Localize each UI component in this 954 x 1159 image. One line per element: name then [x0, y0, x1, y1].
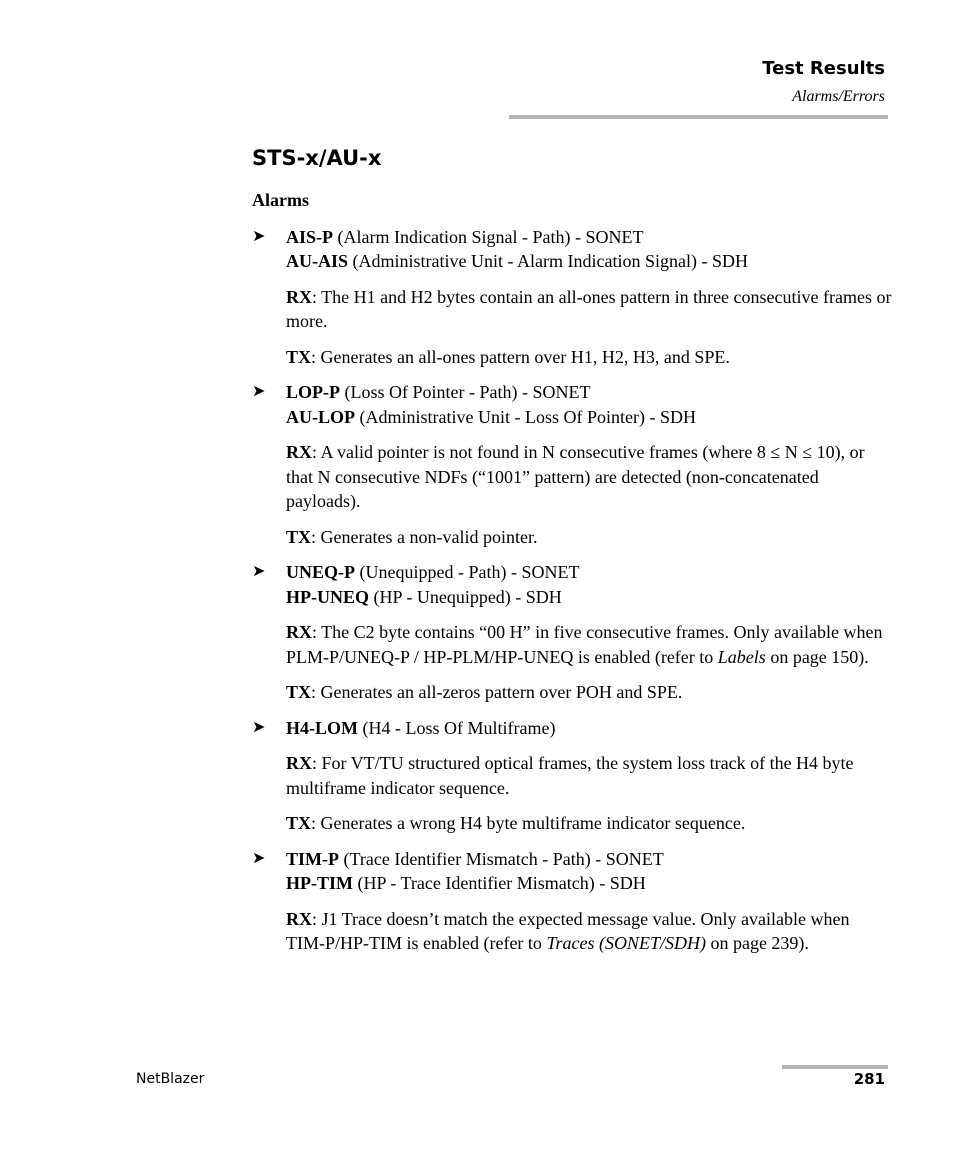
alarm-code: AIS-P	[286, 226, 334, 247]
alarm-item-uneq-p	[252, 560, 892, 705]
tx-label: TX	[286, 346, 312, 367]
arrow-bullet-icon: ➤	[252, 716, 266, 736]
rx-label: RX	[286, 442, 312, 462]
rx-paragraph	[286, 285, 892, 334]
tx-text: : Generates a wrong H4 byte multiframe indicator sequence.	[311, 813, 746, 833]
rx-text-after: on page 150).	[765, 646, 869, 667]
tx-text: : Generates an all-ones pattern over H1, H2, H3, and SPE.	[311, 346, 730, 367]
arrow-bullet-icon: ➤	[252, 847, 266, 867]
alarm-desc: (Administrative Unit - Alarm Indication Signal) - SDH	[348, 251, 748, 271]
alarm-code: AU-LOP	[286, 406, 355, 427]
tx-label: TX	[286, 682, 312, 702]
rx-paragraph	[286, 440, 892, 514]
alarm-desc: (Loss Of Pointer - Path) - SONET	[340, 382, 591, 402]
arrow-bullet-icon: ➤	[252, 561, 266, 580]
cross-reference-link[interactable]: Labels	[717, 646, 766, 667]
header-subtitle: Alarms/Errors	[792, 88, 885, 105]
alarm-item-lop-p	[252, 380, 892, 549]
alarm-names	[286, 380, 892, 429]
rx-text: : A valid pointer is not found in N consecutive frames (where 8 ≤ N ≤ 10), or that N consecutive NDFs (“1001” pattern) are detected (non-concatenated payloads).	[286, 442, 865, 511]
alarm-desc: (Unequipped - Path) - SONET	[355, 562, 580, 582]
tx-label: TX	[286, 526, 312, 547]
tx-paragraph	[286, 680, 892, 705]
alarm-desc: (Trace Identifier Mismatch - Path) - SONET	[339, 848, 664, 869]
alarm-desc: (H4 - Loss Of Multiframe)	[358, 717, 556, 738]
header-rule	[509, 115, 888, 119]
tx-paragraph	[286, 345, 892, 370]
alarm-item-ais-p	[252, 225, 892, 370]
tx-text: : Generates an all-zeros pattern over POH and SPE.	[311, 682, 683, 702]
tx-paragraph	[286, 811, 892, 836]
rx-text: : The C2 byte contains “00 H” in five consecutive frames. Only available when PLM-P/UNEQ-P / HP-PLM/HP-UNEQ is enabled (refer to	[286, 622, 883, 667]
alarm-item-tim-p	[252, 847, 892, 956]
section-subheading: Alarms	[252, 190, 309, 210]
tx-text: : Generates a non-valid pointer.	[311, 526, 538, 547]
alarm-code: HP-UNEQ	[286, 586, 369, 607]
alarm-code: UNEQ-P	[286, 562, 355, 582]
alarm-names	[286, 847, 892, 896]
alarm-code: HP-TIM	[286, 873, 353, 893]
rx-paragraph	[286, 751, 892, 800]
alarm-code: TIM-P	[286, 848, 339, 869]
alarm-code: H4-LOM	[286, 717, 358, 738]
cross-reference-link[interactable]: Traces (SONET/SDH)	[546, 933, 706, 953]
arrow-bullet-icon: ➤	[252, 381, 266, 400]
alarm-code: AU-AIS	[286, 251, 349, 271]
alarm-desc: (HP - Unequipped) - SDH	[369, 586, 562, 607]
arrow-bullet-icon: ➤	[252, 225, 266, 245]
tx-label: TX	[286, 813, 312, 833]
rx-label: RX	[286, 753, 312, 773]
alarm-code: LOP-P	[286, 382, 340, 402]
alarm-names	[286, 560, 892, 609]
alarm-desc: (Alarm Indication Signal - Path) - SONET	[333, 226, 644, 247]
rx-text: : For VT/TU structured optical frames, the system loss track of the H4 byte multiframe indicator sequence.	[286, 753, 854, 798]
rx-text: : J1 Trace doesn’t match the expected message value. Only available when TIM-P/HP-TIM is enabled (refer to	[286, 908, 850, 953]
rx-text: : The H1 and H2 bytes contain an all-ones pattern in three consecutive frames or more.	[286, 286, 892, 331]
alarm-desc: (Administrative Unit - Loss Of Pointer) - SDH	[355, 406, 696, 427]
rx-label: RX	[286, 622, 312, 642]
alarm-names	[286, 225, 892, 274]
page-number: 281	[853, 1070, 885, 1088]
alarm-names	[286, 716, 892, 741]
rx-paragraph	[286, 907, 892, 956]
tx-paragraph	[286, 525, 892, 550]
rx-label: RX	[286, 286, 312, 307]
alarm-desc: (HP - Trace Identifier Mismatch) - SDH	[353, 873, 646, 893]
rx-text-after: on page 239).	[705, 933, 809, 953]
rx-paragraph	[286, 620, 892, 669]
alarm-item-h4-lom	[252, 716, 892, 836]
alarm-list	[252, 188, 892, 967]
footer-rule	[782, 1065, 888, 1069]
header-title: Test Results	[762, 58, 885, 79]
rx-label: RX	[286, 908, 312, 929]
section-title: STS-x/AU-x	[252, 146, 382, 170]
footer-product: NetBlazer	[136, 1071, 205, 1087]
